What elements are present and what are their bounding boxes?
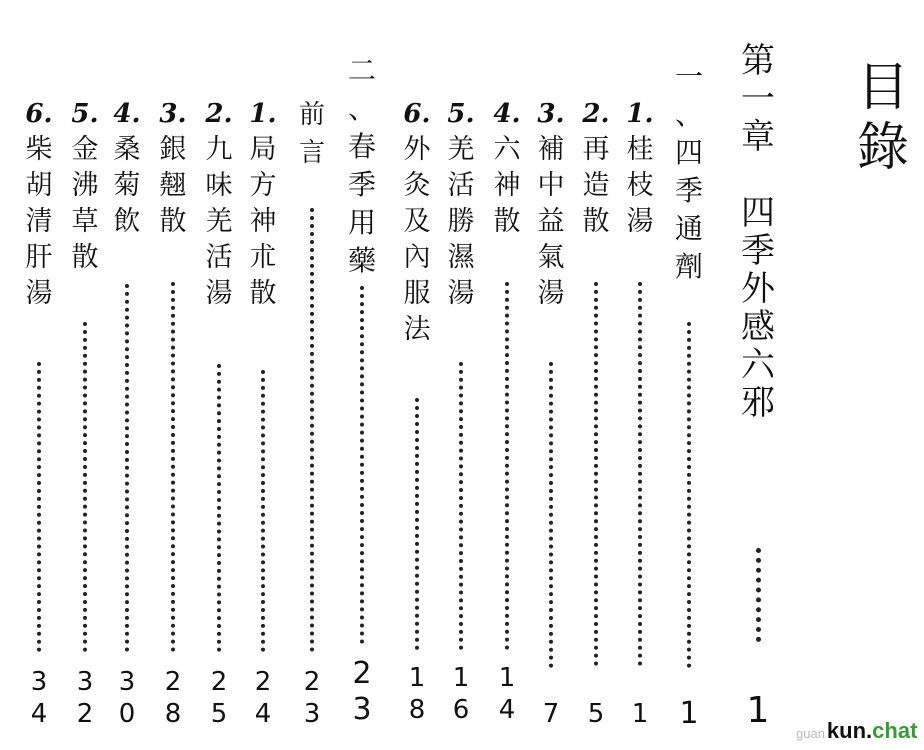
entry-char: 用 [347, 206, 376, 239]
page-digit: 3 [30, 667, 48, 697]
entry-char: 四 [741, 193, 775, 233]
entry-char: 第 [741, 41, 775, 81]
toc-entry[interactable] [292, 0, 332, 750]
entry-title [292, 96, 332, 172]
leader-dots [486, 282, 528, 650]
entry-char: 神 [249, 206, 277, 237]
entry-number: 3. [537, 99, 565, 129]
entry-number: 6. [403, 99, 431, 129]
leader-dots [198, 364, 240, 652]
entry-number: 二 [347, 54, 376, 87]
entry-char: 局 [249, 134, 277, 165]
section-heading[interactable] [340, 0, 384, 750]
page-number [732, 690, 784, 732]
entry-char: 、 [674, 98, 703, 131]
page-digit: 4 [30, 699, 48, 729]
entry-char: 朮 [249, 242, 277, 273]
page-digit: 2 [164, 667, 182, 697]
watermark-suffix: chat [872, 718, 918, 743]
page-digit: 1 [679, 696, 699, 731]
entry-number: 2. [205, 99, 233, 129]
entry-title [486, 96, 528, 240]
watermark-prefix: guan [796, 726, 825, 741]
entry-char: 灸 [403, 170, 431, 201]
entry-char: 桂 [626, 134, 654, 165]
leader-dots [440, 362, 482, 650]
page-digit: 3 [352, 692, 372, 727]
toc-entry[interactable] [576, 0, 616, 750]
leader-dots [106, 284, 148, 652]
entry-char: 一 [741, 79, 775, 119]
toc-entry[interactable] [486, 0, 528, 750]
page-number [242, 666, 284, 730]
leader-dots [396, 398, 438, 650]
entry-char: 法 [403, 314, 431, 345]
entry-char: 神 [493, 170, 521, 201]
page-title [848, 58, 918, 178]
page-digit: 2 [254, 667, 272, 697]
entry-char: 外 [403, 134, 431, 165]
entry-number: 4. [493, 99, 521, 129]
entry-char: 季 [347, 168, 376, 201]
page-number [668, 696, 710, 732]
page-number [198, 666, 240, 730]
leader-dots [576, 282, 616, 666]
entry-char: 清 [25, 206, 53, 237]
toc-entry[interactable] [530, 0, 572, 750]
entry-char [741, 156, 775, 194]
entry-char: 味 [205, 170, 233, 201]
entry-number: 1. [249, 99, 277, 129]
entry-char: 氣 [537, 242, 565, 273]
leader-dots [64, 322, 106, 652]
entry-title [396, 96, 438, 348]
entry-char: 藥 [347, 244, 376, 277]
page-digit: 0 [118, 699, 136, 729]
entry-char: 季 [741, 231, 775, 271]
entry-char: 金 [71, 134, 99, 165]
page-digit: 7 [542, 699, 560, 729]
page-digit: 3 [76, 667, 94, 697]
entry-title [198, 96, 240, 312]
page-digit: 5 [210, 699, 228, 729]
entry-char: 章 [741, 117, 775, 157]
entry-char: 六 [493, 134, 521, 165]
title-char: 目 [856, 58, 909, 118]
entry-char: 湯 [205, 278, 233, 309]
page-number [106, 666, 148, 730]
page-number [396, 662, 438, 726]
entry-char: 活 [447, 170, 475, 201]
entry-title [576, 96, 616, 240]
leader-dots [242, 370, 284, 652]
entry-title [530, 96, 572, 312]
page-digit: 2 [352, 656, 372, 691]
page-digit: 2 [303, 667, 321, 697]
entry-char: 服 [403, 278, 431, 309]
entry-number: 一 [674, 60, 703, 93]
page-number [18, 666, 60, 730]
section-heading[interactable] [668, 0, 710, 750]
entry-char: 散 [582, 206, 610, 237]
entry-char: 邪 [741, 383, 775, 423]
entry-char: 感 [741, 307, 775, 347]
entry-char: 枝 [626, 170, 654, 201]
entry-char: 散 [71, 242, 99, 273]
entry-title [106, 96, 148, 240]
entry-char: 春 [347, 130, 376, 163]
entry-char: 前 [298, 100, 325, 130]
entry-char: 益 [537, 206, 565, 237]
page-number [64, 666, 106, 730]
entry-char: 勝 [447, 206, 475, 237]
entry-number: 1. [626, 99, 654, 129]
entry-title [152, 96, 194, 240]
leader-dots [152, 282, 194, 652]
entry-char: 散 [249, 278, 277, 309]
entry-char: 湯 [447, 278, 475, 309]
leader-dots [340, 286, 384, 644]
page-digit: 1 [498, 663, 516, 693]
toc-entry[interactable] [440, 0, 482, 750]
toc-entry[interactable] [396, 0, 438, 750]
leader-dots [292, 208, 332, 652]
entry-char: 補 [537, 134, 565, 165]
entry-title [18, 96, 60, 312]
entry-title [440, 96, 482, 312]
entry-char: 六 [741, 345, 775, 385]
page-digit: 1 [631, 699, 649, 729]
leader-dots [732, 548, 784, 642]
entry-title [732, 42, 784, 422]
entry-char: 散 [159, 206, 187, 237]
entry-title [64, 96, 106, 276]
entry-char: 造 [582, 170, 610, 201]
entry-title [668, 58, 710, 286]
watermark [796, 718, 917, 744]
entry-title [620, 96, 660, 240]
entry-char: 羌 [447, 134, 475, 165]
page-digit: 4 [254, 699, 272, 729]
page-digit: 8 [164, 699, 182, 729]
page-digit: 3 [118, 667, 136, 697]
entry-number: 5. [447, 99, 475, 129]
toc-entry[interactable] [64, 0, 106, 750]
chapter-heading[interactable] [732, 0, 784, 750]
entry-char: 湯 [25, 278, 53, 309]
entry-char: 桑 [113, 134, 141, 165]
entry-char: 外 [741, 269, 775, 309]
entry-char: 再 [582, 134, 610, 165]
entry-char: 湯 [626, 206, 654, 237]
toc-entry[interactable] [18, 0, 60, 750]
watermark-main: kun. [826, 718, 873, 743]
entry-title [340, 52, 384, 280]
entry-char: 菊 [113, 170, 141, 201]
entry-char: 胡 [25, 170, 53, 201]
entry-char: 方 [249, 170, 277, 201]
page-number [486, 662, 528, 726]
entry-char: 肝 [25, 242, 53, 273]
entry-char: 四 [674, 136, 703, 169]
title-char: 錄 [856, 118, 909, 178]
page-number [576, 698, 616, 730]
leader-dots [18, 362, 60, 652]
page-digit: 1 [452, 663, 470, 693]
page-digit: 2 [76, 699, 94, 729]
page-digit: 1 [746, 690, 770, 731]
entry-char: 柴 [25, 134, 53, 165]
entry-char: 銀 [159, 134, 187, 165]
page-digit: 4 [498, 695, 516, 725]
entry-char: 活 [205, 242, 233, 273]
page-number [152, 666, 194, 730]
entry-char: 羌 [205, 206, 233, 237]
entry-number: 6. [25, 99, 53, 129]
page-digit: 3 [303, 699, 321, 729]
toc-entry[interactable] [152, 0, 194, 750]
entry-number: 5. [71, 99, 99, 129]
entry-char: 言 [298, 138, 325, 168]
toc-entry[interactable] [620, 0, 660, 750]
page-number [340, 656, 384, 728]
toc-entry[interactable] [198, 0, 240, 750]
page-digit: 8 [408, 695, 426, 725]
entry-char: 湯 [537, 278, 565, 309]
entry-char: 、 [347, 92, 376, 125]
entry-char: 散 [493, 206, 521, 237]
page-number [530, 698, 572, 730]
page-number [620, 698, 660, 730]
entry-number: 3. [159, 99, 187, 129]
entry-char: 九 [205, 134, 233, 165]
entry-char: 沸 [71, 170, 99, 201]
entry-char: 及 [403, 206, 431, 237]
entry-char: 飲 [113, 206, 141, 237]
leader-dots [530, 362, 572, 668]
toc-entry[interactable] [106, 0, 148, 750]
entry-char: 季 [674, 174, 703, 207]
entry-char: 通 [674, 212, 703, 245]
entry-number: 4. [113, 99, 141, 129]
leader-dots [668, 322, 710, 668]
page-digit: 6 [452, 695, 470, 725]
entry-char: 內 [403, 242, 431, 273]
leader-dots [620, 282, 660, 666]
page-number [292, 666, 332, 730]
entry-char: 濕 [447, 242, 475, 273]
entry-char: 翹 [159, 170, 187, 201]
entry-char: 劑 [674, 250, 703, 283]
page-digit: 2 [210, 667, 228, 697]
page-number [440, 662, 482, 726]
entry-char: 中 [537, 170, 565, 201]
entry-number: 2. [582, 99, 610, 129]
toc-entry[interactable] [242, 0, 284, 750]
entry-title [242, 96, 284, 312]
entry-char: 草 [71, 206, 99, 237]
page-digit: 1 [408, 663, 426, 693]
page-digit: 5 [587, 699, 605, 729]
